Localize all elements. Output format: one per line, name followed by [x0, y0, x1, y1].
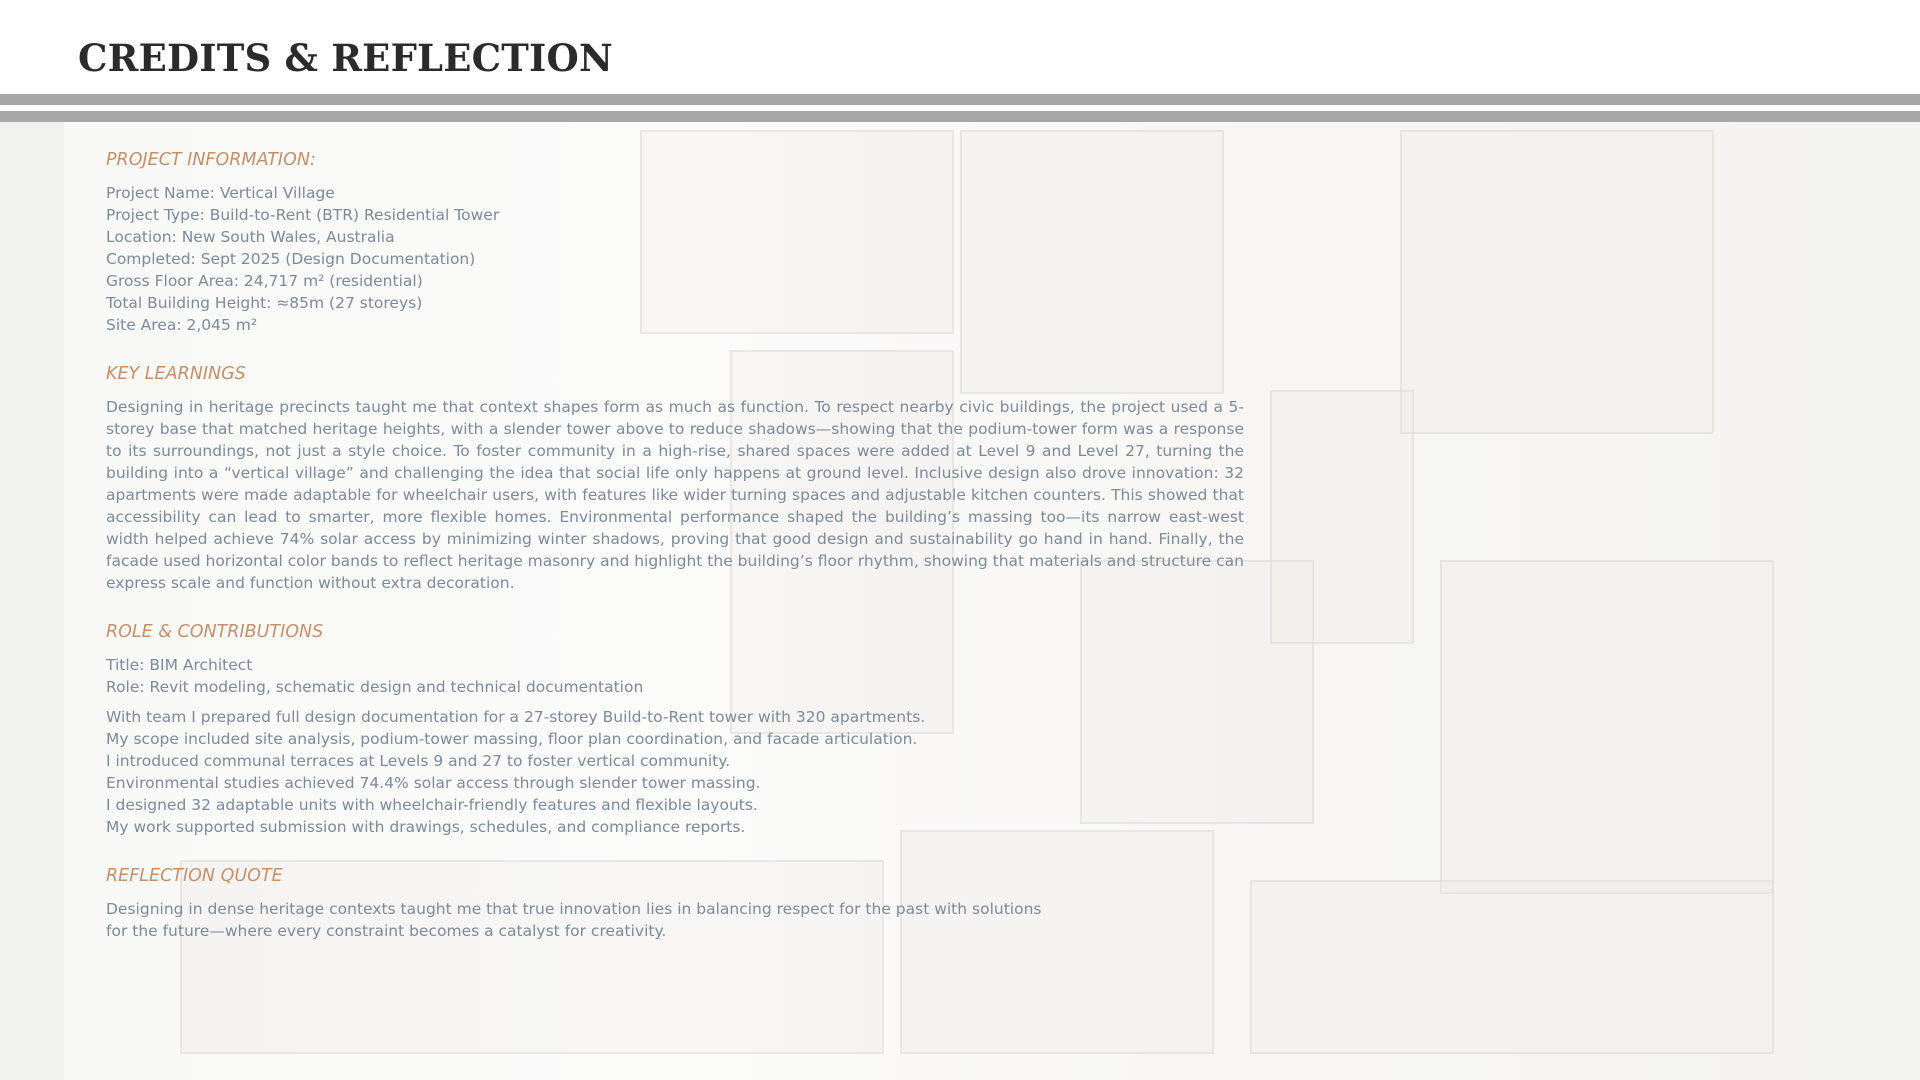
completed-line: Completed: Sept 2025 (Design Documentation): [106, 250, 476, 268]
page-title: CREDITS & REFLECTION: [78, 36, 613, 80]
role-title-block: [106, 654, 1244, 698]
quote-line: Designing in dense heritage contexts taught me that true innovation lies in balancing respect for the past with solutions: [106, 900, 1042, 918]
content-column: [106, 148, 1244, 968]
key-learnings-section: [106, 362, 1244, 594]
quote-line: for the future—where every constraint becomes a catalyst for creativity.: [106, 922, 667, 940]
project-information-section: [106, 148, 1244, 336]
project-information-list: [106, 182, 1244, 336]
project-name-line: Project Name: Vertical Village: [106, 184, 335, 202]
gross-floor-area-line: Gross Floor Area: 24,717 m² (residential): [106, 272, 423, 290]
contribution-item: With team I prepared full design documentation for a 27-storey Build-to-Rent tower with 320 apartments.: [106, 708, 926, 726]
contribution-item: My work supported submission with drawings, schedules, and compliance reports.: [106, 818, 746, 836]
project-information-heading: PROJECT INFORMATION:: [106, 150, 316, 170]
location-line: Location: New South Wales, Australia: [106, 228, 395, 246]
header-rule-top: [0, 94, 1920, 105]
reflection-quote-text: [106, 898, 1042, 942]
key-learnings-paragraph: Designing in heritage precincts taught me that context shapes form as much as function. To respect nearby civic buildings, the project used a 5-storey base that matched heritage heights, with a slender tower above to reduce shadows—showing that the podium-tower form was a response to its surroundings, not just a style choice. To foster community in a high-rise, shared spaces were added at Level 9 and Level 27, turning the building into a “vertical village” and challenging the idea that social life only happens at ground level. Inclusive design also drove innovation: 32 apartments were made adaptable for wheelchair users, with features like wider turning spaces and adjustable kitchen counters. This showed that accessibility can lead to smarter, more flexible homes. Environmental performance shaped the building’s massing too—its narrow east-west width helped achieve 74% solar access by minimizing winter shadows, proving that good design and sustainability go hand in hand. Finally, the facade used horizontal color bands to reflect heritage masonry and highlight the building’s floor rhythm, showing that materials and structure can express scale and function without extra decoration.: [106, 398, 1244, 592]
building-height-line: Total Building Height: ≈85m (27 storeys): [106, 294, 423, 312]
reflection-quote-heading: REFLECTION QUOTE: [106, 866, 283, 886]
header-rule-bottom: [0, 111, 1920, 122]
key-learnings-heading: KEY LEARNINGS: [106, 364, 246, 384]
contribution-item: I introduced communal terraces at Levels 9 and 27 to foster vertical community.: [106, 752, 731, 770]
contribution-item: I designed 32 adaptable units with wheelchair-friendly features and flexible layouts.: [106, 796, 758, 814]
reflection-quote-section: [106, 864, 1244, 942]
header-bar: [0, 0, 1920, 94]
site-area-line: Site Area: 2,045 m²: [106, 316, 258, 334]
contribution-item: My scope included site analysis, podium-tower massing, floor plan coordination, and facade articulation.: [106, 730, 918, 748]
role-contributions-section: [106, 620, 1244, 838]
contributions-list: [106, 706, 1244, 838]
role-description-line: Role: Revit modeling, schematic design and technical documentation: [106, 678, 644, 696]
role-title-line: Title: BIM Architect: [106, 656, 253, 674]
project-type-line: Project Type: Build-to-Rent (BTR) Residential Tower: [106, 206, 500, 224]
role-contributions-heading: ROLE & CONTRIBUTIONS: [106, 622, 324, 642]
contribution-item: Environmental studies achieved 74.4% solar access through slender tower massing.: [106, 774, 761, 792]
